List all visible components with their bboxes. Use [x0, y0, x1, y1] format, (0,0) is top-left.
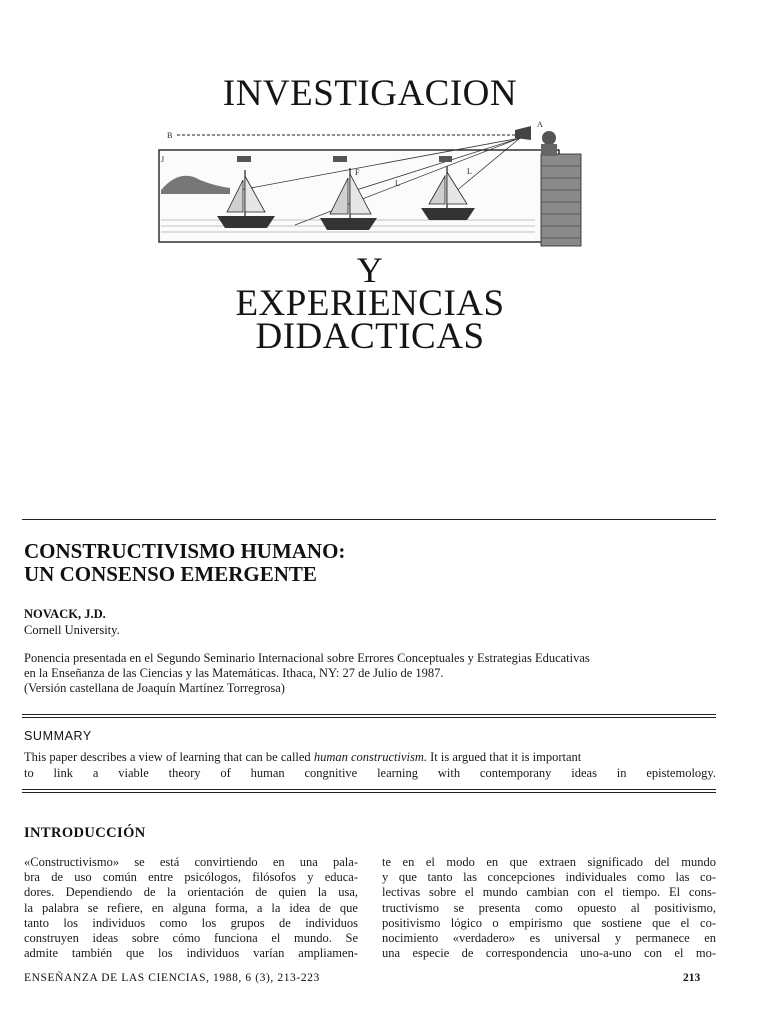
journal-citation: ENSEÑANZA DE LAS CIENCIAS, 1988, 6 (3), 213-223: [24, 972, 320, 984]
left-line: construyen ideas sobre cómo funciona el mundo. Se: [24, 931, 358, 946]
summary-label: SUMMARY: [24, 729, 92, 743]
left-line: «Constructivismo» se está convirtiendo en una pala-: [24, 855, 358, 869]
section-title-experiencias: EXPERIENCIAS: [235, 283, 505, 324]
label-b: B: [167, 131, 173, 140]
right-line: una especie de correspondencia uno-a-uno con el mo-: [382, 946, 716, 961]
right-line: tructivismo se presenta como opuesto al positivismo,: [382, 900, 716, 915]
summary-emphasis: human constructivism.: [313, 750, 427, 764]
left-line: la palabra se refiere, en alguna forma, a la idea de que: [24, 900, 358, 915]
introduction-heading: INTRODUCCIÓN: [24, 825, 146, 841]
left-line: tanto los individuos como los grupos de individuos: [24, 915, 358, 930]
summary-line-1-end: It is argued that it is important: [427, 750, 582, 764]
note-line-2: en la Enseñanza de las Ciencias y las Matemáticas. Ithaca, NY: 27 de Julio de 1987.: [24, 666, 444, 680]
right-column: [382, 855, 716, 961]
label-f: F: [355, 168, 360, 177]
article-title: [24, 540, 345, 586]
label-a: A: [537, 120, 543, 129]
label-l2: L: [467, 167, 472, 176]
section-title-investigacion: INVESTIGACION: [222, 73, 518, 114]
author-affiliation: Cornell University.: [24, 623, 120, 637]
presentation-note: [24, 651, 716, 696]
left-line: bra de uso común entre psicólogos, filósofos y educa-: [24, 870, 358, 885]
article-title-line-1: CONSTRUCTIVISMO HUMANO:: [24, 539, 346, 563]
right-line: lectivas sobre el mundo cambian con el tiempo. El cons-: [382, 885, 716, 900]
section-title-didacticas: DIDACTICAS: [255, 316, 485, 357]
summary-line-1: [24, 749, 716, 765]
page-number: 213: [683, 972, 701, 984]
telescope-icon: [515, 126, 531, 140]
note-line-3: (Versión castellana de Joaquín Martínez Torregrosa): [24, 681, 285, 695]
right-line: positivismo lógico o empirismo que sostiene que el co-: [382, 915, 716, 930]
summary-line-2: to link a viable theory of human congnitive learning with contemporany ideas in epistemology.: [24, 766, 716, 780]
left-column: [24, 855, 358, 961]
left-line: dores. Dependiendo de la orientación de quien la usa,: [24, 885, 358, 900]
right-line: y que tanto las concepciones individuales como las co-: [382, 870, 716, 885]
summary-line-1-start: This paper describes a view of learning that can be called: [24, 750, 314, 764]
summary-text: [24, 749, 716, 781]
ships-illustration: [155, 120, 585, 250]
summary-bottom-rule: [22, 789, 716, 790]
summary-top-rule: [22, 714, 716, 715]
right-line: nocimiento «verdadero» es universal y permanece en: [382, 931, 716, 946]
note-line-1: Ponencia presentada en el Segundo Seminario Internacional sobre Errores Conceptuales y Estrategias Educativas: [24, 651, 590, 665]
top-rule: [22, 519, 716, 520]
left-line: admite también que los individuos varían ampliamen-: [24, 946, 358, 961]
label-j: J: [161, 155, 165, 164]
right-line: te en el modo en que extraen significado del mundo: [382, 855, 716, 869]
tower: [541, 131, 581, 246]
section-title-y: Y: [356, 250, 384, 290]
label-l1: L: [395, 179, 400, 188]
author-name: NOVACK, J.D.: [24, 607, 106, 621]
article-title-line-2: UN CONSENSO EMERGENTE: [24, 562, 317, 586]
